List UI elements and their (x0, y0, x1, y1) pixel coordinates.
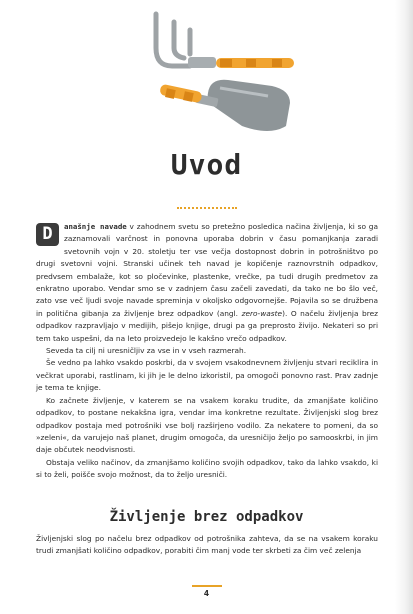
paragraph: Življenjski slog po načelu brez odpadkov od potrošnika zahteva, da se na vsakem koraku trudi zmanjšati količino odpadkov, porabiti čim manj vode ter skrbeti za čim več zelenja (36, 534, 378, 556)
paragraph: Obstaja veliko načinov, da zmanjšamo količino svojih odpadkov, tako da lahko vsakdo, ki si to želi, poišče svojo možnost, da to željo uresniči. (36, 457, 378, 480)
lead-in: anašnje navade (64, 222, 127, 231)
section-body-text (36, 533, 378, 558)
page-title: Uvod (170, 148, 243, 181)
paragraph: Ko začnete življenje, v katerem se na vsakem koraku trudite, da zmanjšate količino odpadkov, to postane nekakšna igra, vendar ima konkretne rezultate. Življenjski slog brez odpadkov postaja med potrošniki vse bolj razširjeno vodilo. Za nekatere to pomeni, da so »zeleni«, da varujejo naš planet, drugim omogoča, da uresničijo željo po samooskrbi, in jim daje občutek neodvisnosti. (36, 395, 378, 455)
italic-term: zero-waste (241, 308, 283, 318)
drop-cap: D (36, 223, 59, 246)
paragraph: Še vedno pa lahko vsakdo poskrbi, da v svojem vsakodnevnem življenju stvari reciklira in večkrat uporabi, rastlinam, ki jih je le delno izkoristil, pa omogoči ponovno rast. Prav zadnje je tema te knjige. (36, 358, 378, 393)
paragraph: Seveda ta cilj ni uresničljiv za vse in v vseh razmerah. (46, 346, 247, 356)
paragraph-text: v zahodnem svetu so pretežno posledica načina življenja, ki so ga zaznamovali varčnost in ponovna uporaba dobrin v času pomanjkanja zaradi svetovnih vojn v 20. stoletju ter vse večja dostopnost dobrin in potrošništvo po drugi svetovni vojni. Stranski učinek teh navad je kopičenje raznovrstnih odpadkov, predvsem embalaže, kot so pločevinke, plastenke, vrečke, pa tudi drugih predmetov za enkratno uporabo. Vendar smo se v zadnjem času začeli zavedati, da tako ne bo šlo več, zato vse več ljudi svoje navade spreminja v okoljsko odgovornejše. Pojavila so se družbena in politična gibanja za življenje brez odpadkov (angl. (36, 222, 378, 318)
trowel-icon (159, 80, 290, 131)
garden-fork-icon (156, 14, 294, 68)
body-text (36, 221, 378, 482)
title-divider (177, 207, 237, 209)
page-number-divider (192, 585, 222, 587)
paragraph (36, 221, 378, 345)
section-heading: Življenje brez odpadkov (109, 509, 304, 525)
paragraph-text-end: ). O načelu življenja brez odpadkov razpravljajo v medijih, pišejo knjige, drugi pa ga preprosto živijo. Nekateri so pri tem tako uspešni, da na leto proizvedejo le kakšno vrečo odpadkov. (36, 308, 379, 343)
garden-tools-illustration (150, 8, 310, 143)
page-number: 4 (203, 589, 210, 598)
